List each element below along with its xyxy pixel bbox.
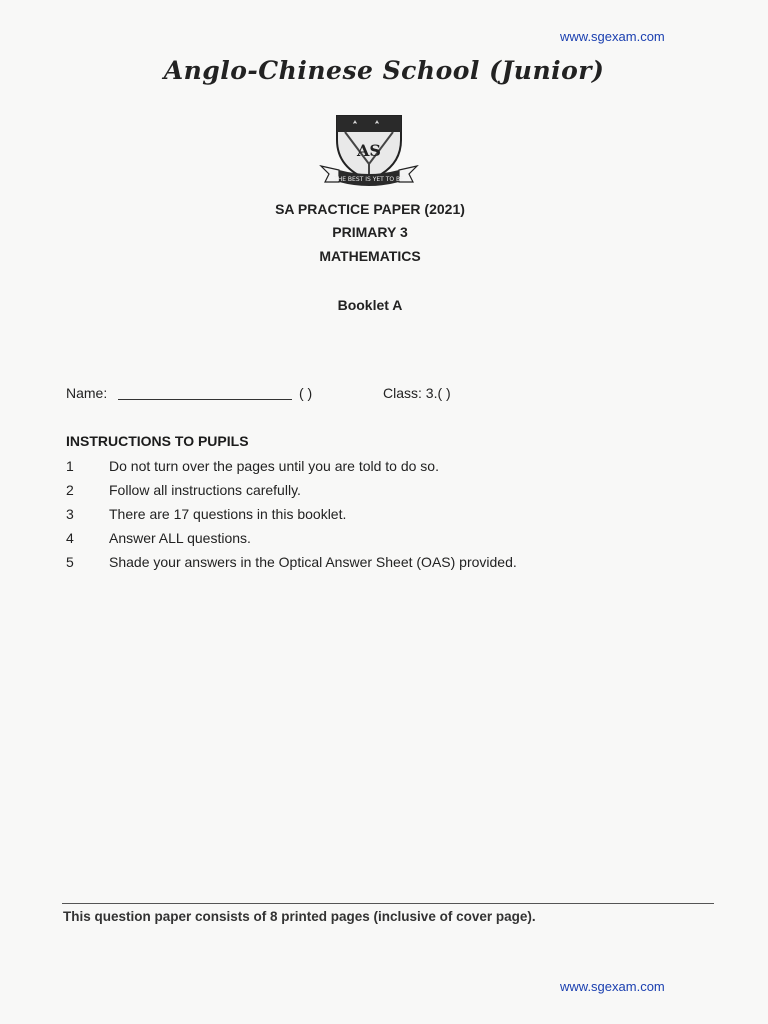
booklet-title: Booklet A [337,297,403,313]
instruction-text: There are 17 questions in this booklet. [109,506,347,522]
instruction-text: Follow all instructions carefully. [109,482,301,498]
instruction-number: 1 [66,458,74,474]
instruction-number: 4 [66,530,74,546]
school-name: Anglo-Chinese School (Junior) [163,56,605,85]
svg-text:AS: AS [357,141,381,160]
instruction-text: Shade your answers in the Optical Answer Sheet (OAS) provided. [109,554,517,570]
level-title: PRIMARY 3 [332,224,408,240]
name-field[interactable] [118,399,292,400]
svg-text:THE BEST IS YET TO BE: THE BEST IS YET TO BE [334,176,404,183]
instruction-text: Answer ALL questions. [109,530,251,546]
subject-title: MATHEMATICS [319,248,421,264]
instruction-number: 2 [66,482,74,498]
website-url-bottom: www.sgexam.com [560,979,665,994]
name-label: Name: [66,385,108,401]
instructions-title: INSTRUCTIONS TO PUPILS [66,433,249,449]
instruction-text: Do not turn over the pages until you are told to do so. [109,458,439,474]
register-number-field[interactable]: ( ) [299,385,313,401]
website-url-top: www.sgexam.com [560,29,665,44]
school-crest-logo [315,110,423,190]
class-field[interactable]: Class: 3.( ) [383,385,451,401]
footer-divider [62,903,714,904]
paper-title: SA PRACTICE PAPER (2021) [275,201,465,217]
instruction-number: 5 [66,554,74,570]
instruction-number: 3 [66,506,74,522]
page-count-note: This question paper consists of 8 printed pages (inclusive of cover page). [63,909,536,924]
